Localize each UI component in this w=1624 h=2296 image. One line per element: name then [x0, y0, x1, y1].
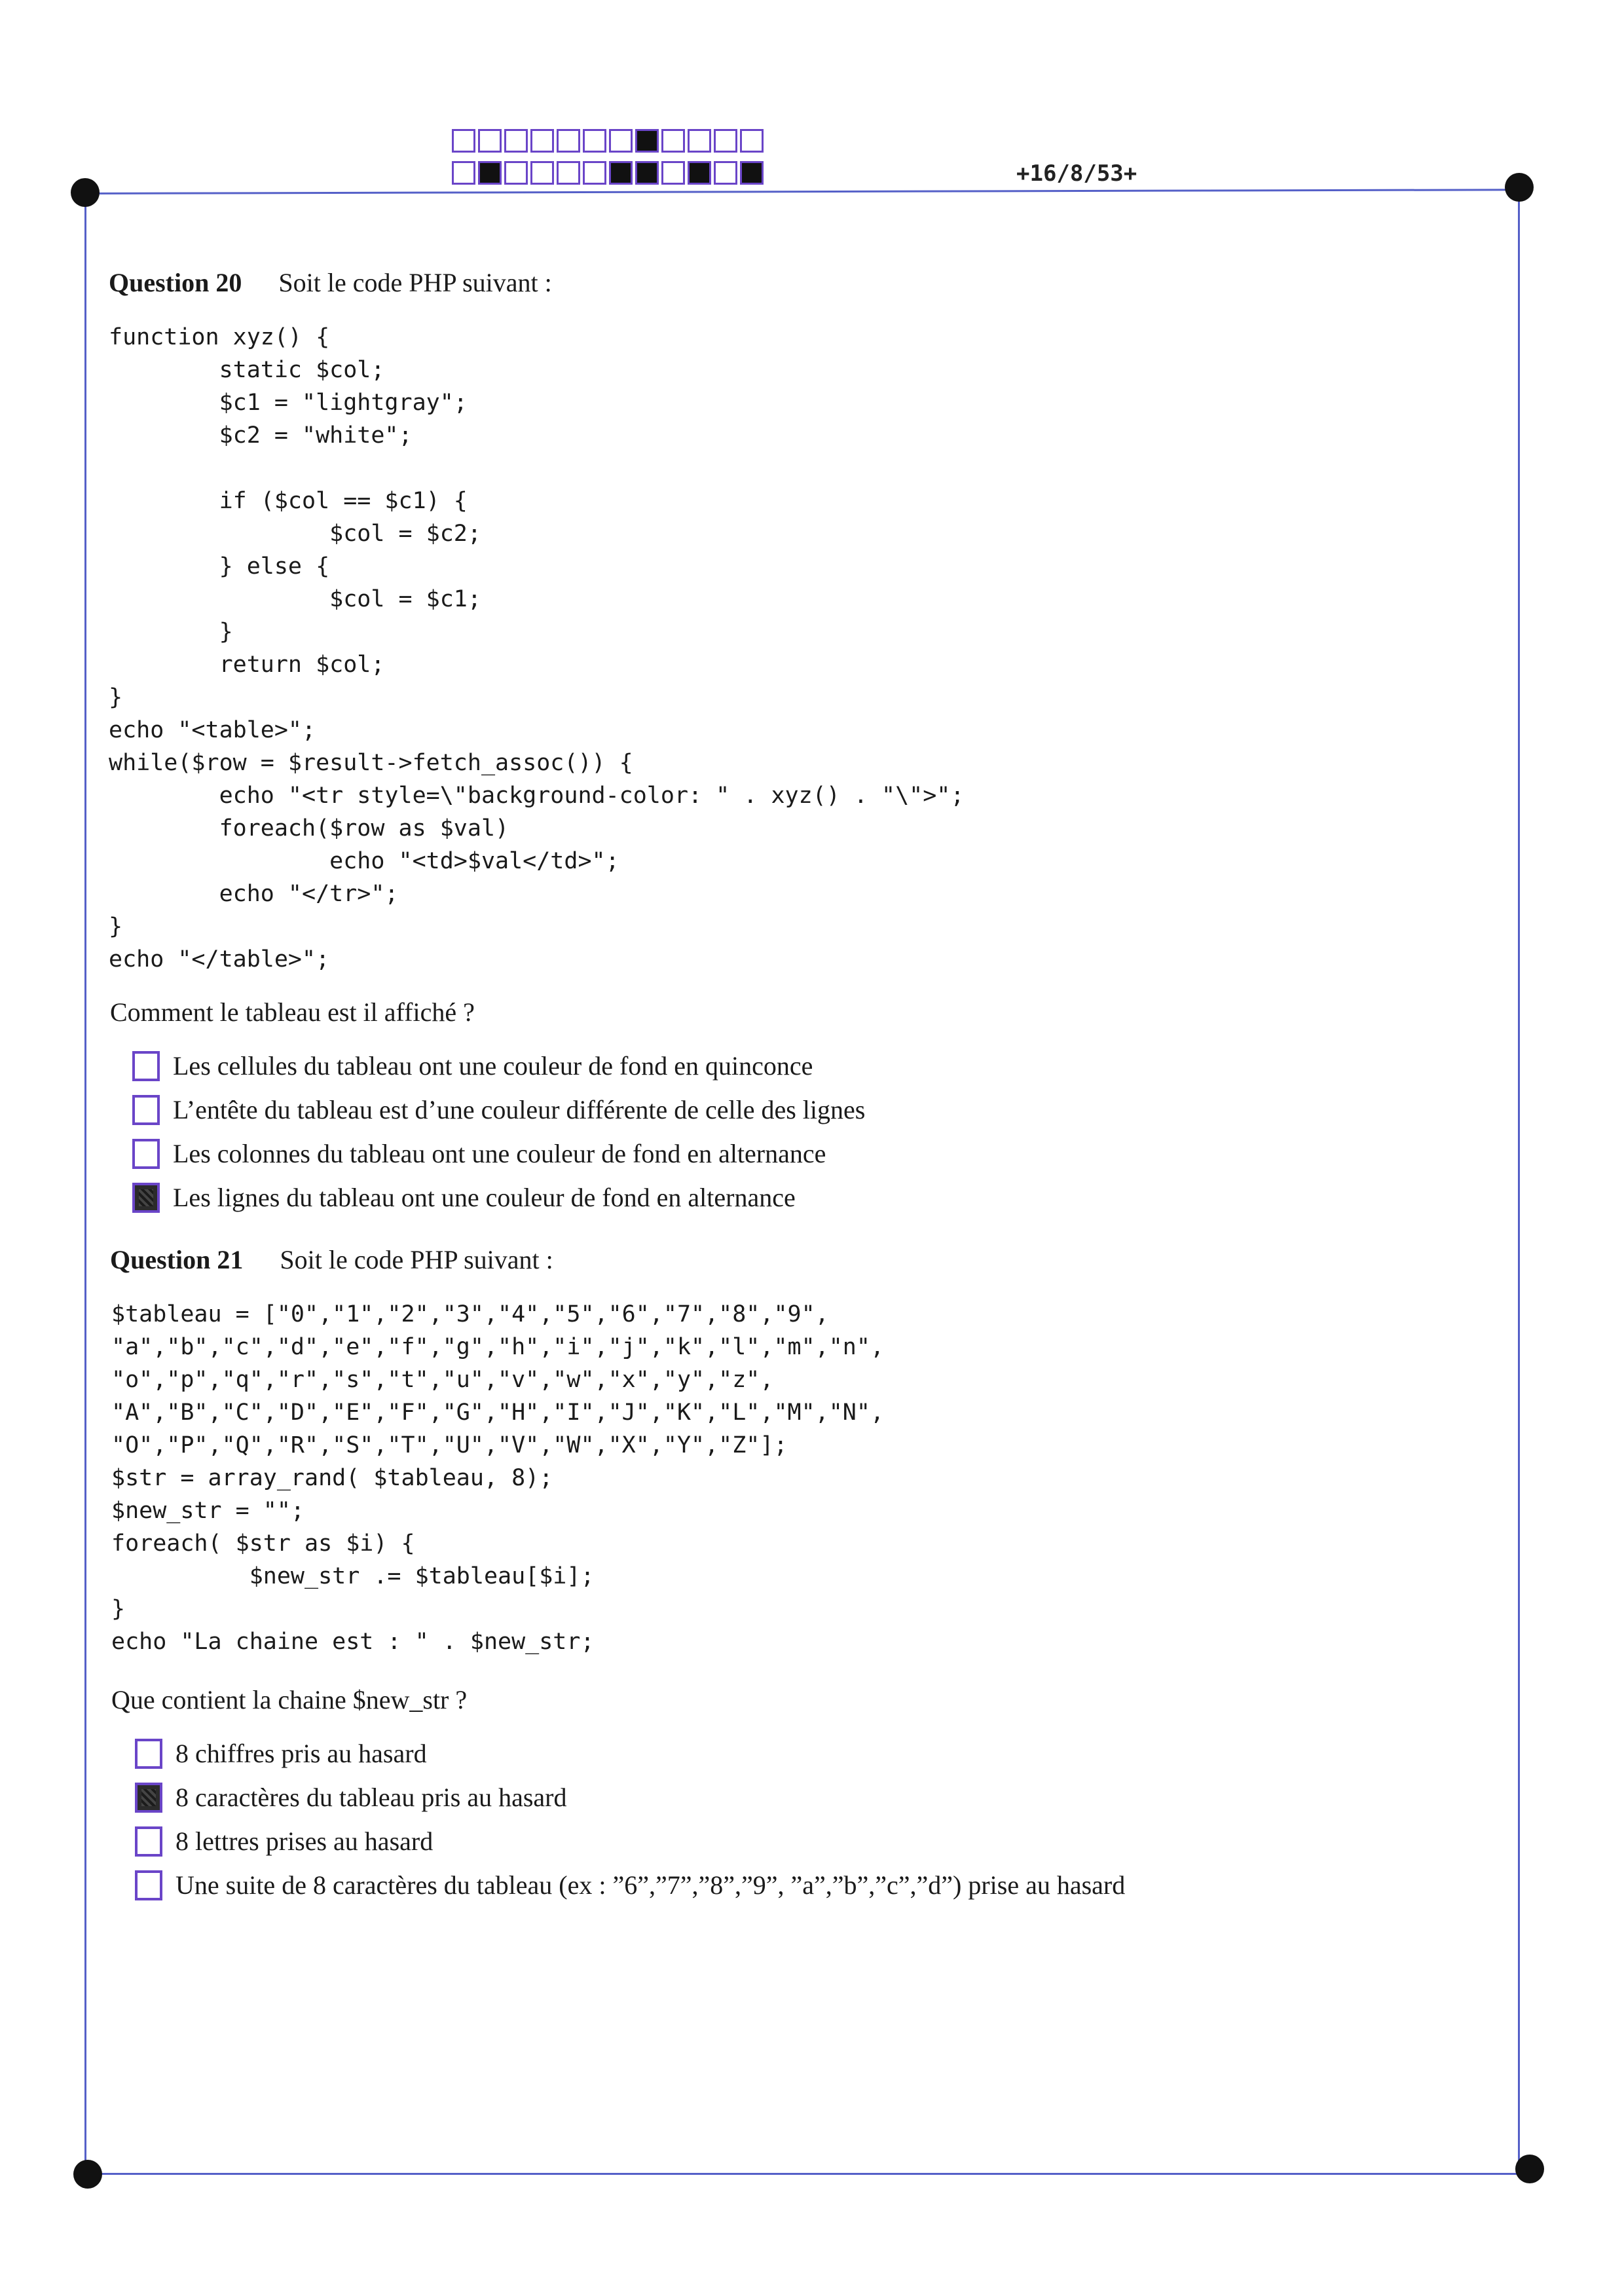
answer-label: Une suite de 8 caractères du tableau (ex : ”6”,”7”,”8”,”9”, ”a”,”b”,”c”,”d”) prise au hasard — [175, 1870, 1126, 1900]
checkbox[interactable] — [135, 1739, 162, 1769]
id-box-empty — [583, 161, 606, 185]
checkbox[interactable] — [135, 1870, 162, 1900]
question-20-code: function xyz() { static $col; $c1 = "lightgray"; $c2 = "white"; if ($col == $c1) { $col = $c2; } else { $col = $c1; } return $col; } echo "<table>"; while($row = $result->fetch_assoc()) { echo "<tr style=\"background-color: " . xyz() . "\">"; foreach($row as $val) echo "<td>$val</td>"; echo "</tr>"; } echo "</table>"; — [109, 324, 965, 972]
id-box-empty — [452, 129, 475, 153]
id-box-filled — [478, 161, 502, 185]
frame-bottom — [85, 2173, 1532, 2175]
answer-label: Les cellules du tableau ont une couleur de fond en quinconce — [173, 1051, 813, 1081]
question-number: Question 21 — [110, 1245, 244, 1274]
id-box-empty — [557, 161, 580, 185]
question-20-answers — [132, 1044, 865, 1219]
answer-option[interactable] — [135, 1819, 1125, 1863]
answer-option[interactable] — [135, 1731, 1125, 1775]
id-box-empty — [688, 129, 711, 153]
corner-marker-bottom-right — [1515, 2155, 1544, 2183]
checkbox[interactable] — [132, 1139, 160, 1169]
id-box-empty — [714, 161, 737, 185]
id-box-empty — [661, 161, 685, 185]
corner-marker-top-left — [71, 178, 100, 207]
id-box-filled — [635, 161, 659, 185]
question-21-title — [110, 1244, 553, 1275]
id-box-empty — [530, 161, 554, 185]
id-box-filled — [609, 161, 633, 185]
answer-option[interactable] — [132, 1088, 865, 1132]
frame-top — [85, 189, 1519, 194]
answer-label: 8 chiffres pris au hasard — [175, 1739, 427, 1768]
answer-option[interactable] — [135, 1863, 1125, 1907]
question-21-code: $tableau = ["0","1","2","3","4","5","6","7","8","9", "a","b","c","d","e","f","g","h","i","j","k","l","m","n", "o","p","q","r","s","t","u","v","w","x","y","z", "A","B","C","D","E","F","G","H","I","J","K","L","M","N", "O","P","Q","R","S","T","U","V","W","X","Y","Z"]; $str = array_rand( $tableau, 8); $new_str = ""; foreach( $str as $i) { $new_str .= $tableau[$i]; } echo "La chaine est : " . $new_str; — [111, 1301, 885, 1655]
id-box-empty — [530, 129, 554, 153]
id-box-empty — [661, 129, 685, 153]
question-20-title — [109, 267, 552, 298]
id-box-empty — [609, 129, 633, 153]
answer-label: 8 lettres prises au hasard — [175, 1826, 434, 1856]
answer-option[interactable] — [132, 1044, 865, 1088]
id-box-empty — [504, 161, 528, 185]
id-box-empty — [740, 129, 764, 153]
answer-option[interactable] — [132, 1132, 865, 1176]
id-box-filled — [740, 161, 764, 185]
answer-label: Les lignes du tableau ont une couleur de fond en alternance — [173, 1183, 796, 1212]
id-code-row-2 — [452, 161, 766, 185]
checkbox-checked[interactable] — [135, 1783, 162, 1813]
id-box-empty — [583, 129, 606, 153]
checkbox-checked[interactable] — [132, 1183, 160, 1213]
checkbox[interactable] — [132, 1095, 160, 1125]
id-box-empty — [714, 129, 737, 153]
answer-label: L’entête du tableau est d’une couleur différente de celle des lignes — [173, 1095, 866, 1124]
answer-option[interactable] — [132, 1176, 865, 1219]
page-id: +16/8/53+ — [1016, 160, 1137, 187]
id-code-row-1 — [452, 129, 766, 153]
checkbox[interactable] — [132, 1051, 160, 1081]
frame-left — [84, 193, 86, 2170]
id-box-empty — [452, 161, 475, 185]
question-intro: Soit le code PHP suivant : — [280, 1245, 553, 1274]
id-box-empty — [557, 129, 580, 153]
question-21-prompt: Que contient la chaine $new_str ? — [111, 1685, 468, 1714]
frame-right — [1518, 189, 1520, 2173]
corner-marker-top-right — [1505, 173, 1534, 202]
question-number: Question 20 — [109, 268, 242, 297]
answer-option[interactable] — [135, 1775, 1125, 1819]
corner-marker-bottom-left — [73, 2160, 102, 2189]
id-box-filled — [688, 161, 711, 185]
id-box-filled — [635, 129, 659, 153]
question-20-prompt: Comment le tableau est il affiché ? — [110, 997, 475, 1027]
checkbox[interactable] — [135, 1826, 162, 1857]
question-intro: Soit le code PHP suivant : — [278, 268, 552, 297]
answer-label: 8 caractères du tableau pris au hasard — [175, 1783, 567, 1812]
answer-label: Les colonnes du tableau ont une couleur de fond en alternance — [173, 1139, 826, 1168]
id-box-empty — [478, 129, 502, 153]
question-21-answers — [135, 1731, 1125, 1907]
id-box-empty — [504, 129, 528, 153]
